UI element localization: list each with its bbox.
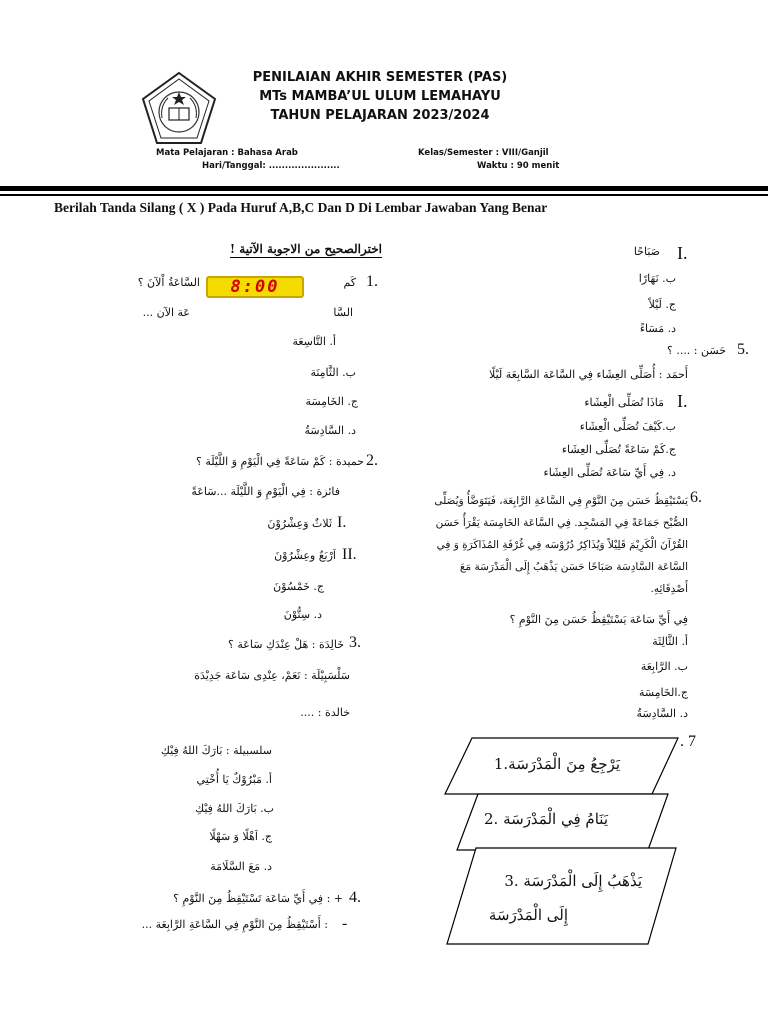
q6-passage-line: يَسْتَيْقِظُ حَسَن مِنَ النَّوْمِ فِي السَّاعَةِ الرَّابِعَة، فَيَتَوَضَّأُ وَيُصَلِّى [434,495,688,507]
right-top-option-d: د. مَسَاءً [639,322,676,335]
q2-option-a-mark: I. [337,514,347,531]
clock-display: 8:00 [230,277,280,297]
right-top-option-a: صَبَاحًا [633,245,660,258]
q2-option-c: ج. خَمْسُوْنَ [273,580,324,593]
q1-option-d: د. السَّادِسَةُ [304,424,356,437]
q7-number: . 7 [680,733,696,750]
q6-option-b: ب. الرَّابِعَة [640,660,688,673]
q6-option-d: د. السَّادِسَةُ [636,707,688,720]
q6-question: فِي أَيِّ سَاعَة يَسْتَيْقِظُ حَسَن مِنَ النَّوْمِ ؟ [509,613,688,626]
header-title-1: PENILAIAN AKHIR SEMESTER (PAS) [252,70,508,85]
q1-prompt: كَم [343,276,356,289]
q3-line-4: سلسبيلة : بَارَكَ اللهُ فِيْكِ [160,744,272,757]
q6-option-a: أ. الثَّالِثَة [652,635,688,648]
q3-line-1: خَالِدَة : هَلْ عِنْدَكِ سَاعَة ؟ [228,638,344,651]
q6-passage-line: أَصْدِقَائِهِ. [650,583,688,595]
q6-passage-line: السَّاعَة السَّادِسَة صَبَاحًا حَسَن يَذْهَبُ إِلَى الْمَدْرَسَة مَعَ [459,561,688,573]
q7-box-3-label-1: يَذْهَبُ إِلَى الْمَدْرَسَة .3 [504,872,642,890]
q6-number: 6. [690,489,702,506]
time-label: Waktu : 90 menit [477,161,560,171]
q1-fill-part-1: السَّا [333,306,353,319]
q1-fill-part-2: عَة الآن ... [142,306,190,319]
divider-thick [0,186,768,191]
q3-line-3: خالدة : .... [300,706,350,719]
q7-box-3-label-2: إِلَى الْمَدْرَسَة [488,906,568,924]
q4-dash: - [342,915,348,932]
q2-number: 2. [366,452,378,469]
q7-box-1-label: يَرْجِعُ مِنَ الْمَدْرَسَة.1 [493,755,620,773]
q5-option-b: ب.كَيْفَ تُصَلِّى الْعِشَاء [579,420,676,433]
digital-clock-image [206,276,304,298]
class-semester-label: Kelas/Semester : VIII/Ganjil [418,148,549,158]
q5-option-d: د. فِي أَيِّ سَاعَة تُصَلِّى العِشَاء [543,466,676,479]
q3-option-d: د. مَعَ السَّلَامَة [210,860,272,873]
q5-line-2: أَحمَد : أُصَلِّى العِشَاء فِي السَّاعَة السَّابِعَة لَيْلًا [489,368,688,381]
q3-option-b: ب. بَارَكَ اللهُ فِيْكِ [195,802,274,815]
q6-passage [393,490,688,600]
q7-parallelogram-3 [446,847,678,945]
q2-line-2: فائزة : فِي الْيَوْمِ وَ اللَّيْلَة ...سَاعَةً [191,485,340,498]
q5-option-c: ج.كَمْ سَاعَةً تُصَلِّى العِشَاء [561,443,676,456]
q5-option-a: مَاذَا تُصَلِّى الْعِشَاء [584,396,664,409]
q4-number: 4. [349,889,361,906]
subject-label: Mata Pelajaran : Bahasa Arab [156,148,298,158]
q1-option-a: أ. التَّاسِعَة [292,335,336,348]
left-section-title: اخترالصحيح من الاجوبة الآتية ! [229,242,382,256]
q6-option-c: ج.الخَامِسَة [638,686,688,699]
q3-option-c: ج. اَهْلًا وَ سَهْلًا [209,830,272,843]
header-title-2: MTs MAMBA’UL ULUM LEMAHAYU [259,89,501,104]
q7-box-2-label: يَنَامُ فِي الْمَدْرَسَة .2 [484,810,608,828]
q1-option-b: ب. الثَّامِنَة [310,366,356,379]
q2-option-b-mark: II. [342,546,357,563]
right-top-option-c: ج. لَيْلاً [648,298,676,311]
header-title-3: TAHUN PELAJARAN 2023/2024 [270,108,490,123]
right-top-option-a-mark: I. [677,243,688,263]
q5-number: 5. [737,341,749,358]
q3-option-a: أ. مَبْرُوْكٌ يَا أُخْتِي [196,773,272,786]
q2-line-1: حميدة : كَمْ سَاعَةً فِي الْيَوْمِ وَ اللَّيْلَة ؟ [196,455,364,468]
q1-option-c: ج. الخَامِسَة [305,395,358,408]
q4-line-1: + : فِي أَيِّ سَاعَة تَسْتَيْقِظُ مِنَ النَّوْمِ ؟ [173,892,343,905]
q2-option-b: اَرْبَعٌ وعِشْرُوْنَ [274,549,336,562]
q5-option-a-mark: I. [677,391,688,411]
q3-line-2: سَلْسَبِيْلَة : نَعَمْ، عِنْدِى سَاعَة جَدِيْدَة [194,669,350,682]
q1-question: السَّاعَةُ اْلآنَ ؟ [137,276,200,289]
q6-passage-line: القُرْآنَ الْكَرِيْمَ قَلِيْلاً وَيُذَاكِرُ دُرُوْسَه فِي غُرْفَةِ المُذَاكَرَةِ وَ فِي [436,539,688,551]
q6-passage-line: الصُّبْح جَمَاعَةً فِي المَسْجِد. فِي السَّاعَة الخَامِسَة يَقْرَأُ حَسَن [435,517,688,529]
right-top-option-b: ب. نَهَارًا [638,272,676,285]
q3-number: 3. [349,634,361,651]
q2-option-d: د. سِتُّوْنَ [283,608,322,621]
q4-line-2: : أَسْتَيْقِظُ مِنَ النَّوْمِ فِي السَّاعَةِ الرَّابِعَة ... [141,918,328,931]
q2-option-a: ثَلاثٌ وَعِشْرُوْنَ [267,517,332,530]
day-date-label: Hari/Tanggal: ...................... [202,161,340,171]
q1-number: 1. [366,273,378,290]
q5-line-1: حَسَن : .... ؟ [666,344,726,357]
divider-thin [0,194,768,196]
instruction: Berilah Tanda Silang ( X ) Pada Huruf A,B,C Dan D Di Lembar Jawaban Yang Benar [54,200,548,215]
